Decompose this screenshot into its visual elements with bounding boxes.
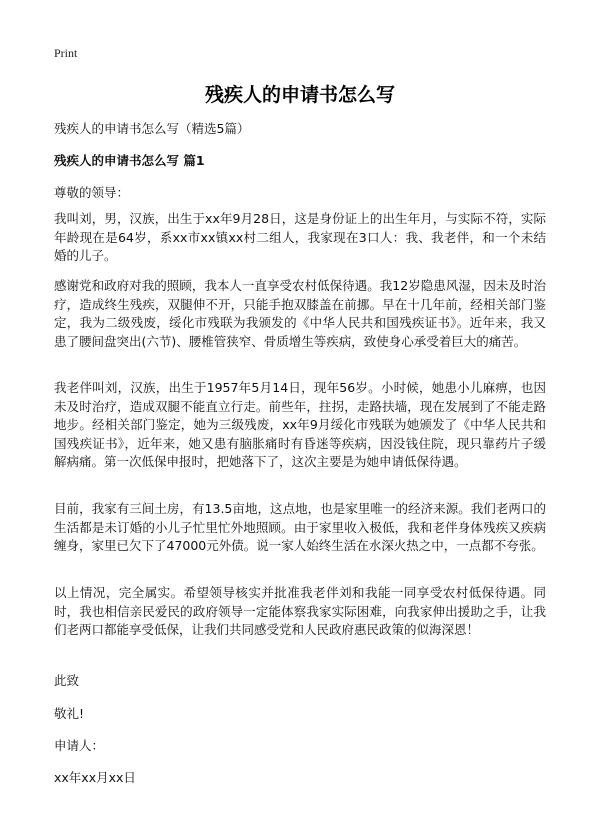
letter-salutation: 尊敬的领导： xyxy=(54,185,130,200)
closing-line: 此致 xyxy=(54,673,80,688)
print-link[interactable]: Print xyxy=(54,46,78,60)
body-paragraph: 目前，我家有三间土房，有13.5亩地，这点地，也是家里唯一的经济来源。我们老两口的生活都是未订婚的小儿子忙里忙外地照顾。由于家里收入极低，我和老伴身体残疾又疾病缠身，家里已欠下了47000元外债。说一家人始终生活在水深火热之中，一点都不夸张。 xyxy=(54,501,546,553)
body-paragraph: 以上情况，完全属实。希望领导核实并批准我老伴刘和我能一同享受农村低保待遇。同时，我也相信亲民爱民的政府领导一定能体察我家实际困难，向我家伸出援助之手，让我们老两口都能享受低保，让我们共同感受党和人民政府惠民政策的似海深恩！ xyxy=(54,585,546,637)
body-paragraph: 我老伴叫刘，汉族，出生于1957年5月14日，现年56岁。小时候，她患小儿麻痹，也因未及时治疗，造成双腿不能直立行走。前些年，拄拐，走路扶墙，现在发展到了不能走路地步。经相关部门鉴定，她为三级残废，xx年9月绥化市残联为她颁发了《中华人民共和国残疾证书》，近年来，她又患有脑胀痛时有昏迷等疾病，因没钱住院，现只靠药片子缓解病痛。第一次低保申报时，把她落下了，这次主要是为她申请低保待遇。 xyxy=(54,380,546,469)
body-paragraph: 我叫刘，男，汉族，出生于xx年9月28日，这是身份证上的出生年月，与实际不符，实际年龄现在是64岁，系xx市xx镇xx村二组人，我家现在3口人：我、我老伴，和一个未结婚的儿子。 xyxy=(54,211,546,263)
letter-date: xx年xx月xx日 xyxy=(54,770,136,785)
page-title: 残疾人的申请书怎么写 xyxy=(204,84,395,106)
applicant-label: 申请人： xyxy=(54,738,105,753)
section-heading: 残疾人的申请书怎么写 篇1 xyxy=(54,153,205,168)
closing-salute: 敬礼! xyxy=(54,706,85,721)
document-subtitle: 残疾人的申请书怎么写（精选5篇） xyxy=(54,121,250,136)
body-paragraph: 感谢党和政府对我的照顾，我本人一直享受农村低保待遇。我12岁隐患风湿，因未及时治疗，造成终生残疾，双腿伸不开，只能手抱双膝盖在前挪。早在十几年前，经相关部门鉴定，我为二级残废，绥化市残联为我颁发的《中华人民共和国残疾证书》。近年来，我又患了腰间盘突出(六节)、腰椎管狭窄、骨质增生等疾病，致使身心承受着巨大的痛苦。 xyxy=(54,278,546,349)
